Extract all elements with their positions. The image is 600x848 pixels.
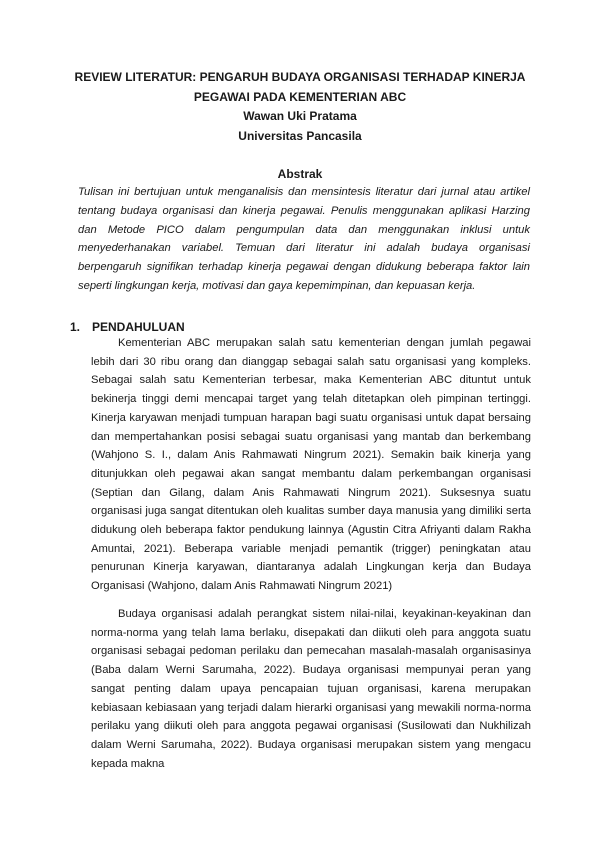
abstract-heading: Abstrak	[277, 167, 323, 181]
body-paragraph-2: Budaya organisasi adalah perangkat sistem nilai-nilai, keyakinan-keyakinan dan norma-norma yang telah lama berlaku, disepakati dan diikuti oleh para anggota suatu organisasi sebagai pedoman perilaku dan pemecahan masalah-masalah organisasinya (Baba dalam Werni Sarumaha, 2022). Budaya organisasi mempunyai peran yang sangat penting dalam upaya pencapaian tujuan organisasi, karena merupakan kebiasaan kebiasaan yang terjadi dalam hierarki organisasi yang mewakili norma-norma perilaku yang diikuti oleh para anggota pegawai organisasi (Susilowati dan Nukhilizah dalam Werni Sarumaha, 2022). Budaya organisasi merupakan sistem yang mengacu kepada makna	[91, 608, 531, 770]
paper-title-line-1: REVIEW LITERATUR: PENGARUH BUDAYA ORGANISASI TERHADAP KINERJA	[74, 70, 526, 84]
abstract-text: Tulisan ini bertujuan untuk menganalisis dan mensintesis literatur dari jurnal atau artikel tentang budaya organisasi dan kinerja pegawai. Penulis menggunakan aplikasi Harzing dan Metode PICO dalam pengumpulan data dan menggunakan inklusi untuk menyederhanakan variabel. Temuan dari literatur ini adalah budaya organisasi berpengaruh signifikan terhadap kinerja pegawai dengan didukung beberapa faktor lain seperti lingkungan kerja, motivasi dan gaya kepemimpinan, dan kepuasan kerja.	[78, 186, 530, 292]
paper-title-line-2: PEGAWAI PADA KEMENTERIAN ABC	[193, 89, 407, 104]
section-heading	[70, 320, 185, 334]
author-affiliation: Universitas Pancasila	[238, 128, 362, 143]
author-name: Wawan Uki Pratama	[243, 109, 357, 123]
section-number: 1.	[70, 320, 81, 334]
section-title: PENDAHULUAN	[92, 320, 185, 334]
title-block	[60, 68, 540, 146]
body-paragraph-1: Kementerian ABC merupakan salah satu kementerian dengan jumlah pegawai lebih dari 30 ribu orang dan dianggap sebagai salah satu organisasi yang kompleks. Sebagai salah satu Kementerian terbesar, maka Kementerian ABC dituntut untuk bekinerja tinggi demi mencapai target yang telah ditetapkan oleh pimpinan tertinggi. Kinerja karyawan menjadi tumpuan harapan bagi suatu organisasi untuk dapat bersaing dan mempertahankan posisi sebagai suatu organisasi yang mantab dan berkembang (Wahjono S. I., dalam Anis Rahmawati Ningrum 2021). Semakin baik kinerja yang ditunjukkan oleh pegawai akan sangat membantu dalam perkembangan organisasi (Septian dan Gilang, dalam Anis Rahmawati Ningrum 2021). Suksesnya suatu organisasi juga sangat ditentukan oleh kualitas sumber daya manusia yang dimiliki serta didukung oleh beberapa faktor pendukung lainnya (Agustin Citra Afriyanti dalam Rakha Amuntai, 2021). Beberapa variable menjadi pemantik (trigger) peningkatan atau penurunan Kinerja karyawan, diantaranya adalah Lingkungan kerja dan Budaya Organisasi (Wahjono, dalam Anis Rahmawati Ningrum 2021)	[91, 337, 531, 593]
